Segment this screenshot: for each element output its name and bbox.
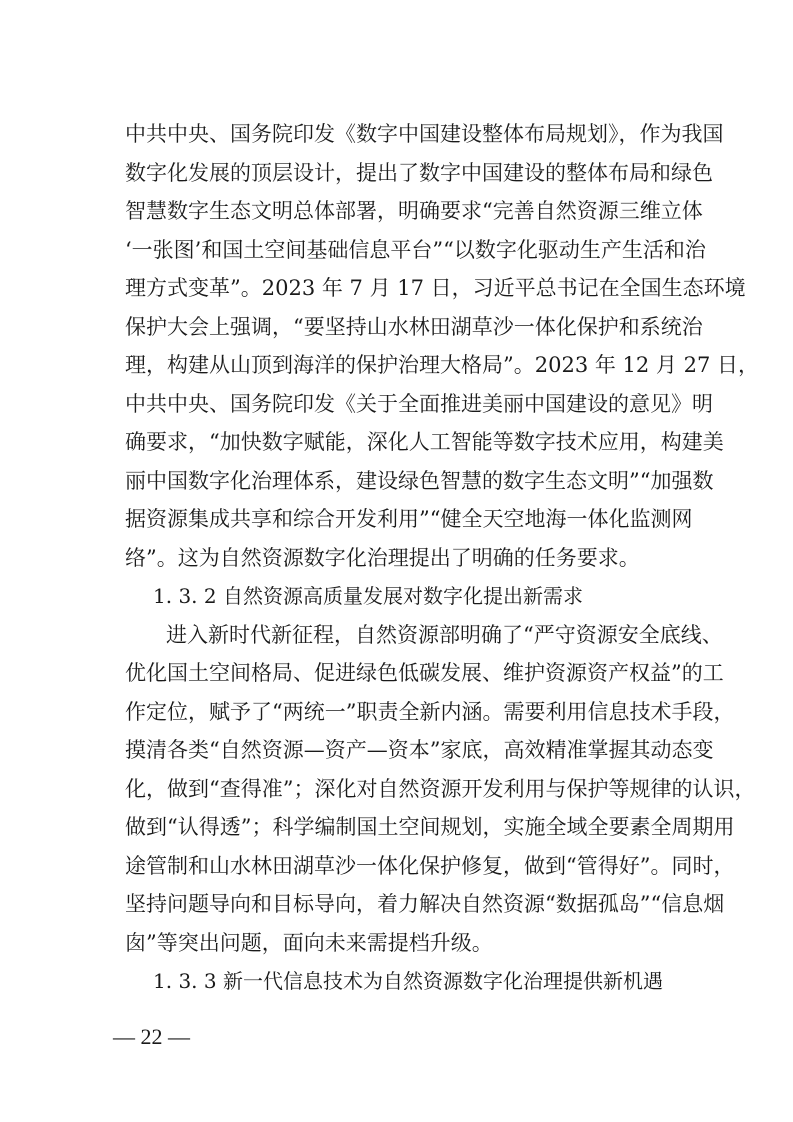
- paragraph-line: 中共中央、国务院印发《关于全面推进美丽中国建设的意见》明: [125, 391, 713, 416]
- paragraph-line: 做到“认得透”；科学编制国土空间规划，实施全域全要素全周期用: [125, 815, 735, 839]
- section-heading-1-3-2: 1. 3. 2 自然资源高质量发展对数字化提出新需求: [153, 584, 583, 608]
- paragraph-line: 数字化发展的顶层设计，提出了数字中国建设的整体布局和绿色: [125, 160, 713, 185]
- paragraph-line: 作定位，赋予了“两统一”职责全新内涵。需要利用信息技术手段，: [125, 699, 735, 724]
- paragraph-line: 坚持问题导向和目标导向，着力解决自然资源“数据孤岛”“信息烟: [125, 892, 725, 916]
- paragraph-line: 确要求，“加快数字赋能，深化人工智能等数字技术应用，构建美: [125, 430, 724, 454]
- paragraph-line: 络”。这为自然资源数字化治理提出了明确的任务要求。: [125, 545, 640, 570]
- paragraph-line: 囱”等突出问题，面向未来需提档升级。: [125, 930, 493, 955]
- paragraph-line: 理方式变革”。2023 年 7 月 17 日，习近平总书记在全国生态环境: [125, 276, 746, 300]
- paragraph-line: 化，做到“查得准”；深化对自然资源开发利用与保护等规律的认识，: [125, 776, 756, 801]
- paragraph-line: 途管制和山水林田湖草沙一体化保护修复，做到“管得好”。同时，: [125, 853, 735, 878]
- paragraph-line: 丽中国数字化治理体系，建设绿色智慧的数字生态文明”“加强数: [125, 468, 714, 493]
- body-text: [125, 115, 759, 1001]
- paragraph-line: 优化国土空间格局、促进绿色低碳发展、维护资源资产权益”的工: [125, 661, 724, 685]
- paragraph-line: ‘一张图’和国土空间基础信息平台”“以数字化驱动生产生活和治: [125, 237, 706, 262]
- paragraph-line: 进入新时代新征程，自然资源部明确了“严守资源安全底线、: [166, 622, 723, 647]
- page-number: — 22 —: [113, 1024, 190, 1049]
- paragraph-line: 中共中央、国务院印发《数字中国建设整体布局规划》，作为我国: [125, 122, 724, 146]
- paragraph-line: 据资源集成共享和综合开发利用”“健全天空地海一体化监测网: [125, 507, 693, 531]
- section-heading-1-3-3: 1. 3. 3 新一代信息技术为自然资源数字化治理提供新机遇: [153, 969, 663, 993]
- paragraph-line: 智慧数字生态文明总体部署，明确要求“完善自然资源三维立体: [125, 199, 703, 223]
- paragraph-line: 摸清各类“自然资源—资产—资本”家底，高效精准掌握其动态变: [125, 738, 714, 762]
- paragraph-line: 理，构建从山顶到海洋的保护治理大格局”。2023 年 12 月 27 日，: [125, 353, 759, 377]
- paragraph-line: 保护大会上强调，“要坚持山水林田湖草沙一体化保护和系统治: [125, 314, 703, 339]
